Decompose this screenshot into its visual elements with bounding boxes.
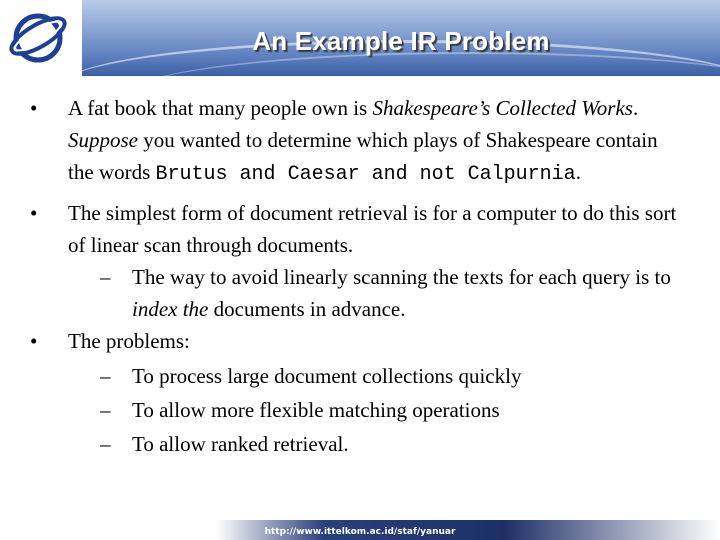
bullet-item <box>28 197 688 261</box>
query-word: not <box>419 163 456 186</box>
sub-bullet-text: The way to avoid linearly scanning the texts for each query is to index the documents in advance. <box>132 265 671 321</box>
sub-bullet-item <box>28 427 688 461</box>
dash-icon: – <box>100 398 111 422</box>
dash-icon: – <box>100 265 111 289</box>
bullet-icon: • <box>30 96 38 120</box>
sub-bullet-item <box>28 393 688 427</box>
sub-bullet-text: To allow more flexible matching operations <box>132 398 500 422</box>
bullet-item <box>28 92 688 191</box>
slide-header <box>0 0 720 76</box>
bullet-icon: • <box>30 329 38 353</box>
query-word: Brutus <box>155 163 228 186</box>
footer-url: http://www.ittelkom.ac.id/staf/yanuar <box>264 527 456 537</box>
sub-bullet-text: To process large document collections quickly <box>132 364 522 388</box>
dash-icon: – <box>100 432 111 456</box>
sub-bullet-item <box>28 359 688 393</box>
bullet-item <box>28 325 688 357</box>
query-word: and <box>239 163 276 186</box>
slide-body <box>28 92 688 461</box>
query-word: and <box>371 163 408 186</box>
query-word: Caesar <box>287 163 360 186</box>
sub-bullet-item <box>28 261 688 325</box>
dash-icon: – <box>100 364 111 388</box>
bullet-text: The simplest form of document retrieval is for a computer to do this sort of linear scan through documents. <box>68 201 677 257</box>
sub-bullet-text: To allow ranked retrieval. <box>132 432 349 456</box>
slide-title: An Example IR Problem <box>252 26 550 56</box>
bullet-icon: • <box>30 201 38 225</box>
globe-logo-icon <box>6 6 74 68</box>
bullet-text: A fat book that many people own is Shakespeare’s Collected Works. Suppose you wanted to determine which plays of Shakespeare contain the words Brutus and Caesar and not Calpurnia. <box>68 96 658 186</box>
query-word: Calpurnia <box>467 163 576 186</box>
logo <box>0 0 82 76</box>
bullet-text: The problems: <box>68 329 190 353</box>
